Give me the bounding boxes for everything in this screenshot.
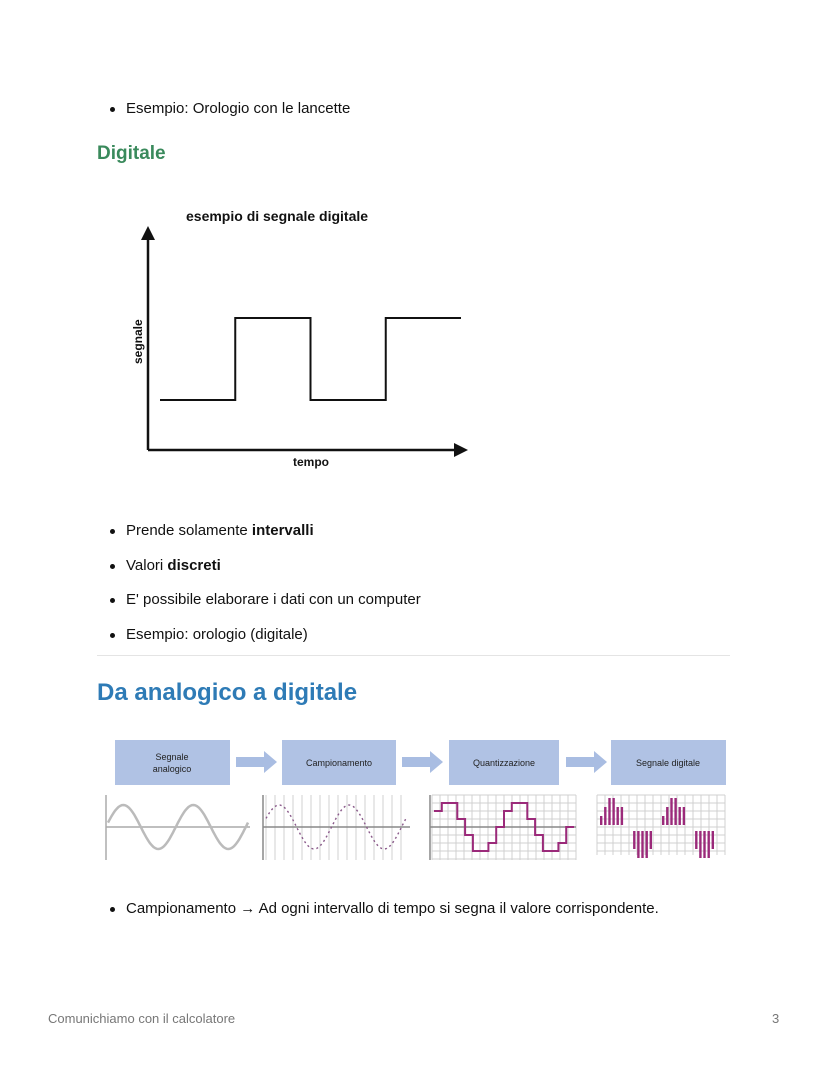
list-item: Campionamento → Ad ogni intervallo di tempo si segna il valore corrispondente. bbox=[108, 900, 659, 918]
digital-sample-bar bbox=[708, 831, 710, 858]
panel-analog bbox=[106, 795, 250, 860]
step-label: Segnale bbox=[155, 752, 189, 762]
y-axis-label: segnale bbox=[131, 319, 145, 364]
conversion-figure bbox=[0, 730, 828, 870]
digital-properties-list bbox=[108, 522, 421, 644]
digital-grid bbox=[597, 795, 725, 855]
digital-sample-bar bbox=[662, 816, 664, 825]
digital-sample-bar bbox=[612, 798, 614, 825]
step-arrow bbox=[566, 751, 607, 773]
step-arrow bbox=[236, 751, 277, 773]
digital-sample-bar bbox=[674, 798, 676, 825]
x-axis-arrow bbox=[454, 443, 468, 457]
digital-bars bbox=[600, 798, 714, 858]
list-item: Prende solamente intervalli bbox=[108, 522, 421, 540]
list-item: Valori discreti bbox=[108, 557, 421, 575]
digital-sample-bar bbox=[703, 831, 705, 858]
digital-sample-bar bbox=[600, 816, 602, 825]
step-label: Quantizzazione bbox=[472, 758, 536, 768]
digital-sample-bar bbox=[695, 831, 697, 849]
step-label: Campionamento bbox=[305, 758, 373, 768]
digital-sample-bar bbox=[679, 807, 681, 825]
step-box-analog bbox=[115, 740, 230, 785]
panel-sampling bbox=[263, 795, 410, 860]
y-axis-arrow bbox=[141, 226, 155, 240]
digital-sample-bar bbox=[666, 807, 668, 825]
digital-sample-bar bbox=[699, 831, 701, 858]
section-divider bbox=[97, 655, 730, 656]
digital-signal-figure bbox=[0, 0, 828, 500]
digital-sample-bar bbox=[712, 831, 714, 849]
digital-sample-bar bbox=[608, 798, 610, 825]
step-arrow bbox=[402, 751, 443, 773]
footer-document-title: Comunichiamo con il calcolatore bbox=[48, 1011, 236, 1026]
digital-sample-bar bbox=[670, 798, 672, 825]
panel-quantization bbox=[430, 795, 576, 860]
step-label: analogico bbox=[152, 764, 192, 774]
conversion-notes-list bbox=[108, 900, 659, 918]
list-item: E' possibile elaborare i dati con un computer bbox=[108, 591, 421, 609]
footer-page-number: 3 bbox=[772, 1011, 780, 1026]
section-heading-conversion: Da analogico a digitale bbox=[97, 679, 358, 706]
digital-sample-bar bbox=[646, 831, 648, 858]
panel-digital bbox=[597, 795, 725, 858]
figure-title: esempio di segnale digitale bbox=[186, 208, 369, 224]
digital-sample-bar bbox=[641, 831, 643, 858]
digital-waveform bbox=[160, 318, 461, 400]
section-heading-digitale: Digitale bbox=[97, 143, 166, 164]
digital-sample-bar bbox=[617, 807, 619, 825]
x-axis-label: tempo bbox=[293, 455, 329, 469]
step-label: Segnale digitale bbox=[635, 758, 701, 768]
digital-sample-bar bbox=[633, 831, 635, 849]
digital-sample-bar bbox=[683, 807, 685, 825]
digital-sample-bar bbox=[637, 831, 639, 858]
digital-sample-bar bbox=[650, 831, 652, 849]
list-item: Esempio: orologio (digitale) bbox=[108, 626, 421, 644]
digital-sample-bar bbox=[621, 807, 623, 825]
digital-sample-bar bbox=[604, 807, 606, 825]
list-item: Esempio: Orologio con le lancette bbox=[108, 100, 350, 118]
